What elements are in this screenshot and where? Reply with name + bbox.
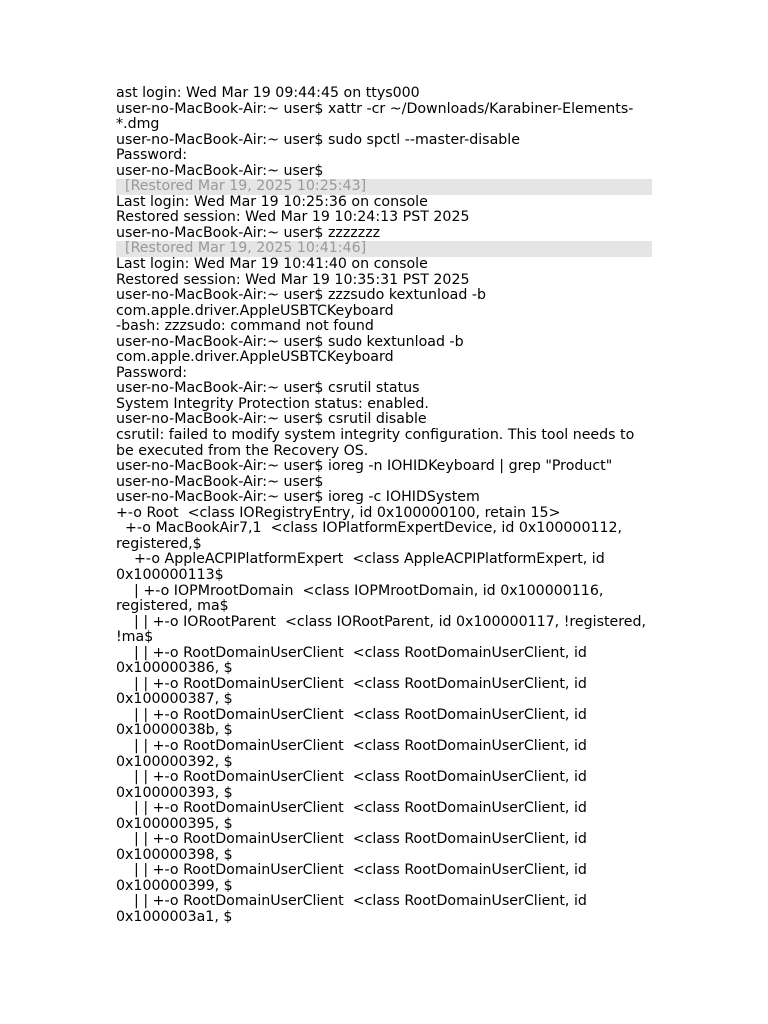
restored-session-marker: [Restored Mar 19, 2025 10:25:43] <box>116 179 652 195</box>
shell-prompt: user-no-MacBook-Air:~ user$ <box>116 162 324 179</box>
restored-session-marker: [Restored Mar 19, 2025 10:41:46] <box>116 241 652 257</box>
terminal-line: Password: <box>116 147 188 164</box>
terminal-line: | | +-o RootDomainUserClient <class RootDomainUserClient, id 0x100000387, $ <box>116 675 592 708</box>
terminal-line: | | +-o RootDomainUserClient <class RootDomainUserClient, id 0x10000038b, $ <box>116 706 592 739</box>
terminal-line: ast login: Wed Mar 19 09:44:45 on ttys000 <box>116 85 420 101</box>
terminal-line: | | +-o RootDomainUserClient <class RootDomainUserClient, id 0x100000398, $ <box>116 831 592 863</box>
terminal-line: | | +-o RootDomainUserClient <class RootDomainUserClient, id 0x100000399, $ <box>116 862 592 894</box>
terminal-line: Restored session: Wed Mar 19 10:35:31 PST 2025 <box>116 271 470 288</box>
command-line: user-no-MacBook-Air:~ user$ zzzsudo kextunload -b com.apple.driver.AppleUSBTCKeyboard <box>116 287 491 319</box>
terminal-line: | | +-o RootDomainUserClient <class RootDomainUserClient, id 0x100000395, $ <box>116 800 592 832</box>
terminal-line: | | +-o IORootParent <class IORootParent, id 0x100000117, !registered, !ma$ <box>116 613 651 646</box>
command-line: user-no-MacBook-Air:~ user$ csrutil status <box>116 380 420 397</box>
terminal-line: Restored session: Wed Mar 19 10:24:13 PST 2025 <box>116 209 470 226</box>
command-line: user-no-MacBook-Air:~ user$ ioreg -n IOHIDKeyboard | grep "Product" <box>116 458 613 475</box>
command-line: user-no-MacBook-Air:~ user$ ioreg -c IOHIDSystem <box>116 489 480 506</box>
command-line: user-no-MacBook-Air:~ user$ sudo spctl --master-disable <box>116 131 520 148</box>
terminal-line: +-o Root <class IORegistryEntry, id 0x100000100, retain 15> <box>116 504 561 521</box>
terminal-line: | | +-o RootDomainUserClient <class RootDomainUserClient, id 0x1000003a1, $ <box>116 893 592 925</box>
command-line: user-no-MacBook-Air:~ user$ zzzzzzz <box>116 224 381 241</box>
command-line: user-no-MacBook-Air:~ user$ csrutil disable <box>116 411 427 428</box>
terminal-line: | | +-o RootDomainUserClient <class RootDomainUserClient, id 0x100000386, $ <box>116 644 592 677</box>
terminal-line: Password: <box>116 364 188 381</box>
terminal-line: System Integrity Protection status: enabled. <box>116 395 429 412</box>
command-line: user-no-MacBook-Air:~ user$ xattr -cr ~/Downloads/Karabiner-Elements-*.dmg <box>116 100 634 133</box>
terminal-line: Last login: Wed Mar 19 10:41:40 on console <box>116 256 428 273</box>
command-line: user-no-MacBook-Air:~ user$ sudo kextunload -b com.apple.driver.AppleUSBTCKeyboard <box>116 333 469 366</box>
terminal-line: | +-o IOPMrootDomain <class IOPMrootDomain, id 0x100000116, registered, ma$ <box>116 582 608 615</box>
terminal-line: +-o MacBookAir7,1 <class IOPlatformExpertDevice, id 0x100000112, registered,$ <box>116 520 627 552</box>
terminal-line: | | +-o RootDomainUserClient <class RootDomainUserClient, id 0x100000393, $ <box>116 769 592 801</box>
terminal-output[interactable] <box>116 86 652 926</box>
terminal-line: Last login: Wed Mar 19 10:25:36 on console <box>116 193 428 210</box>
terminal-line: -bash: zzzsudo: command not found <box>116 318 374 335</box>
terminal-line: | | +-o RootDomainUserClient <class RootDomainUserClient, id 0x100000392, $ <box>116 737 592 770</box>
terminal-line: +-o AppleACPIPlatformExpert <class AppleACPIPlatformExpert, id 0x100000113$ <box>116 551 610 583</box>
terminal-line: csrutil: failed to modify system integrity configuration. This tool needs to be executed from the Recovery OS. <box>116 427 639 459</box>
shell-prompt: user-no-MacBook-Air:~ user$ <box>116 473 324 490</box>
